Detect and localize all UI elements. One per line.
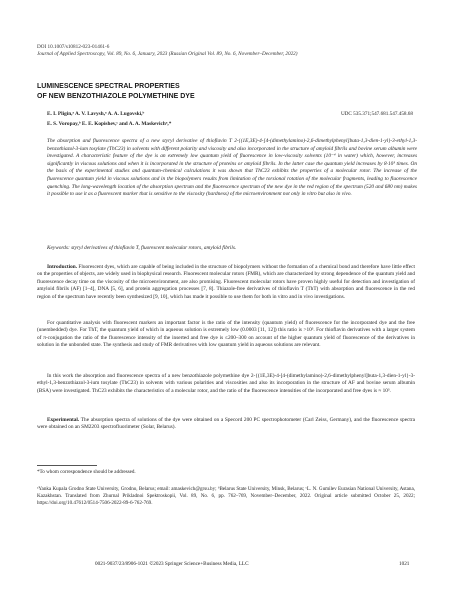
authors-line-2: E. S. Voropay,ᵇ E. E. Kopishev,ᶜ and A. A. Maskevichᵃ,*	[47, 121, 172, 127]
journal-citation: Journal of Applied Spectroscopy, Vol. 89, No. 6, January, 2023 (Russian Original Vol. 89, No. 6, November–December, 2022)	[37, 51, 298, 57]
experimental-heading: Experimental.	[47, 417, 80, 423]
issn-copyright: 0021-9037/23/8906-1021 ©2023 Springer Science+Business Media, LLC	[95, 561, 249, 567]
quantum-yield-paragraph: For quantitative analysis with fluorescent markers an important factor is the ratio of the intensity (quantum yield) of fluorescence for the incorporated dye and the free (unembedded) dye. For ThT, the quantum yield of which in aqueous solution is extremely low (0.0003 [11, 12]) this ratio is >10³. For thioflavin derivatives with a larger system of π-conjugation the ratio of the fluorescence intensity of the inserted and free dye is ≤200–300 on account of the higher quantum yield of fluorescence of the derivatives in solution in the unbonded state. The synthesis and study of FMR derivatives with low quantum yield in aqueous solutions are relevant.	[37, 320, 415, 349]
corresponding-author-note: *To whom correspondence should be addressed.	[37, 469, 136, 475]
doi-line[interactable]: DOI 10.1007/s10812-023-01461-6	[37, 44, 110, 50]
abstract: The absorption and fluorescence spectra of a new styryl derivative of thioflavin T 2-{(1E,3E)-4-[4-(dimethylamino)-2,6-dimethylphenyl]buta-1,3-dien-1-yl}-3-ethyl-1,3-benzothiazol-3-ium tosylate (ThC23) in solvents with different polarity and viscosity and also incorporated in the structure of amyloid fibrils and bovine serum albumin were investigated. A characteristic feature of the dye is an extremely low quantum yield of fluorescence in low-viscosity solvents (10⁻⁴ in water) which, however, increases significantly in viscous solutions and when it is incorporated in the structure of proteins or amyloid fibrils. In the latter case the quantum yield increases by 8·10³ times. On the basis of the experimental studies and quantum-chemical calculations it was shown that ThC23 exhibits the properties of a molecular rotor. The increase of the fluorescence quantum yield in viscous solutions and in the biopolymers results from limitation of the torsional rotation of the molecular fragments, leading to fluorescence quenching. The long-wavelength location of the absorption spectrum and the fluorescence spectrum of the new dye in the red region of the spectrum (520 and 680 nm) makes it possible to use it as a fluorescent marker that is sensitive to the viscosity (hardness) of the microenvironment not only in vitro but also in vivo.	[47, 138, 417, 198]
this-work-paragraph: In this work the absorption and fluorescence spectra of a new benzothiazole polymethine dye 2-{(1E,3E)-4-[4-(dimethylamino)-2,6-dimethylphenyl]buta-1,3-dien-1-yl}-3-ethyl-1,3-benzothiazol-3-ium tosylate (ThC23) in solvents with various polarities and viscosities and also its incorporation in the structure of AF and bovine serum albumin (BSA) were investigated. ThC23 exhibits the characteristics of a molecular rotor, and the ratio of the fluorescence intensities of the incorporated and free dyes is ≈ 10³.	[37, 373, 415, 394]
article-title-line-2: OF NEW BENZOTHIAZOLE POLYMETHINE DYE	[37, 93, 195, 100]
authors-line-1: E. I. Pligin,ᵃ A. V. Lavysh,ᵃ A. A. Lugovski,ᵇ	[47, 111, 145, 117]
introduction-text: Fluorescent dyes, which are capable of being included in the structure of biopolymers without the formation of a chemical bond and therefore have little effect on the properties of objects, are widely used in biophysical research. Fluorescent molecular rotors (FMR), which are characterized by strong dependence of the quantum yield and fluorescence decay time on the viscosity of the microenvironment, are also promising. Fluorescent molecular rotors have proven highly useful for detection and investigation of amyloid fibrils (AF) [1–4], DNA [5, 6], and protein aggregation processes [7, 8]. Thiazole-free derivatives of thioflavin T (ThT) with absorption and fluorescence in the red region of the spectrum have recently been synthesized [9, 10], which has made it possible to use them for both in vitro and in vivo investigations.	[37, 264, 416, 300]
introduction-paragraph	[37, 264, 415, 301]
affiliations-note: ᵃYanka Kupala Grodno State University, Grodno, Belarus; email: amaskevich@grsu.by; ᵇBelarus State University, Minsk, Belarus; ᶜL. N. Gumilev Eurasian National University, Astana, Kazakhstan. Translated from Zhurnal Prikladnoi Spektroskopii, Vol. 89, No. 6, pp. 762–769, November–December, 2022. Original article submitted October 25, 2022; https://doi.org/10.47612/0514-7506-2022-89-6-762-769.	[37, 486, 415, 507]
introduction-heading: Introduction.	[47, 264, 78, 270]
experimental-text: The absorption spectra of solutions of the dye were obtained on a Specord 200 PC spectrophotometer (Carl Zeiss, Germany), and the fluorescence spectra were obtained on an SM2203 spectrofluorimeter (Solar, Belarus).	[37, 417, 415, 431]
keywords: Keywords: styryl derivatives of thioflavin T, fluorescent molecular rotors, amyloid fibrils.	[47, 245, 237, 251]
experimental-paragraph	[37, 417, 415, 432]
page-number: 1021	[399, 561, 410, 567]
footnote-divider	[37, 465, 97, 466]
article-title-line-1: LUMINESCENCE SPECTRAL PROPERTIES	[37, 83, 180, 90]
udc-code: UDC 535.371;547.681.547.458.68	[340, 111, 413, 117]
